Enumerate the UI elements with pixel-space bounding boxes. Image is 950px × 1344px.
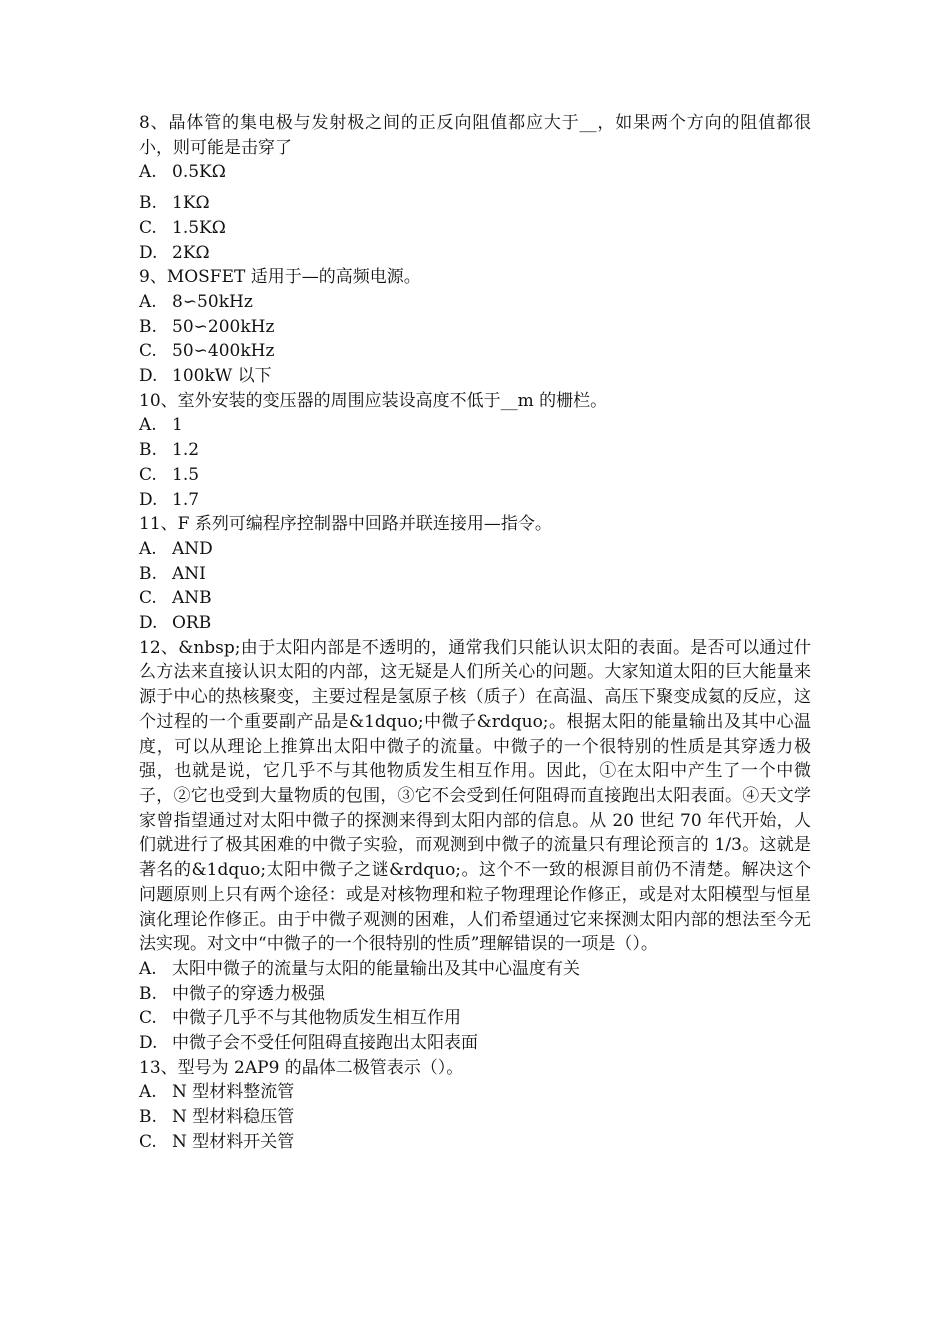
option-a [139,413,811,438]
option-b [139,438,811,463]
option-letter: D. [139,366,158,387]
question-text: 9、MOSFET 适用于—的高频电源。 [139,267,421,288]
option-b [139,1105,811,1130]
option-b [139,315,811,340]
option-c [139,463,811,488]
option-text: 1KΩ [172,193,210,214]
option-letter: A. [139,1082,157,1103]
option-letter: A. [139,538,157,559]
option-text: ANI [172,563,206,584]
option-letter: B. [139,983,157,1004]
question-10 [139,389,811,513]
question-9 [139,265,811,389]
option-text: 50∽200kHz [172,316,275,337]
option-letter: C. [139,341,157,362]
option-text: 中微子的穿透力极强 [172,983,325,1004]
question-text: 12、&nbsp;由于太阳内部是不透明的，通常我们只能认识太阳的表面。是否可以通过什么方法来直接认识太阳的内部，这无疑是人们所关心的问题。大家知道太阳的巨大能量来源于中心的热核聚变，主要过程是氢原子核（质子）在高温、高压下聚变成氦的反应，这个过程的一个重要副产品是&1dquo;中微子&rdquo;。根据太阳的能量输出及其中心温度，可以从理论上推算出太阳中微子的流量。中微子的一个很特别的性质是其穿透力极强，也就是说，它几乎不与其他物质发生相互作用。因此，①在太阳中产生了一个中微子，②它也受到大量物质的包围，③它不会受到任何阻碍而直接跑出太阳表面。④天文学家曾指望通过对太阳中微子的探测来得到太阳内部的信息。从 20 世纪 70 年代开始，人们就进行了极其困难的中微子实验，而观测到中微子的流量只有理论预言的 1/3。这就是著名的&1dquo;太阳中微子之谜&rdquo;。这个不一致的根源目前仍不清楚。解决这个问题原则上只有两个途径：或是对核物理和粒子物理理论作修正，或是对太阳模型与恒星演化理论作修正。由于中微子观测的困难，人们希望通过它来探测太阳内部的想法至今无法实现。对文中“中微子的一个很特别的性质”理解错误的一项是（）。 [139,637,811,955]
option-letter: D. [139,489,158,510]
option-c [139,1006,811,1031]
option-c [139,216,811,241]
option-text: N 型材料稳压管 [172,1107,295,1128]
option-text: 1.2 [172,440,200,461]
option-d [139,488,811,513]
question-12 [139,636,811,1056]
option-text: 2KΩ [172,242,210,263]
option-d [139,611,811,636]
option-text: 8∽50kHz [172,291,253,312]
option-letter: A. [139,415,157,436]
option-letter: C. [139,217,157,238]
option-letter: B. [139,563,157,584]
option-a [139,290,811,315]
question-13 [139,1056,811,1155]
question-text: 11、F 系列可编程序控制器中回路并联连接用—指令。 [139,514,552,535]
question-8 [139,111,811,265]
option-text: 中微子会不受任何阻碍直接跑出太阳表面 [172,1033,478,1054]
option-text: 1.7 [172,489,200,510]
option-letter: B. [139,316,157,337]
option-c [139,339,811,364]
option-letter: D. [139,242,158,263]
option-letter: B. [139,440,157,461]
option-text: 1.5KΩ [172,217,226,238]
option-text: 50∽400kHz [172,341,275,362]
option-letter: C. [139,1131,157,1152]
option-b [139,982,811,1007]
option-a [139,537,811,562]
option-text: 0.5KΩ [172,162,226,183]
document-page [139,111,811,1155]
option-text: 1.5 [172,464,200,485]
option-letter: D. [139,1033,158,1054]
option-letter: A. [139,162,157,183]
option-letter: A. [139,291,157,312]
option-text: N 型材料开关管 [172,1131,295,1152]
option-text: 100kW 以下 [172,366,272,387]
option-text: ORB [172,613,212,634]
option-text: ANB [172,588,212,609]
option-letter: C. [139,588,157,609]
option-letter: D. [139,613,158,634]
option-d [139,241,811,266]
option-c [139,1130,811,1155]
option-letter: C. [139,1008,157,1029]
option-b [139,191,811,216]
option-d [139,364,811,389]
option-d [139,1031,811,1056]
question-11 [139,512,811,636]
option-a [139,1080,811,1105]
option-b [139,562,811,587]
option-letter: B. [139,193,157,214]
option-letter: B. [139,1107,157,1128]
option-text: 太阳中微子的流量与太阳的能量输出及其中心温度有关 [172,958,580,979]
option-c [139,586,811,611]
option-a [139,160,811,185]
question-text: 10、室外安装的变压器的周围应装设高度不低于__m 的栅栏。 [139,390,608,411]
option-a [139,957,811,982]
question-text: 13、型号为 2AP9 的晶体二极管表示（）。 [139,1057,464,1078]
question-text: 8、晶体管的集电极与发射极之间的正反向阻值都应大于__，如果两个方向的阻值都很小，则可能是击穿了 [139,113,811,158]
option-text: 中微子几乎不与其他物质发生相互作用 [172,1008,461,1029]
option-letter: A. [139,958,157,979]
option-text: 1 [172,415,183,436]
option-text: N 型材料整流管 [172,1082,295,1103]
option-letter: C. [139,464,157,485]
option-text: AND [172,538,213,559]
